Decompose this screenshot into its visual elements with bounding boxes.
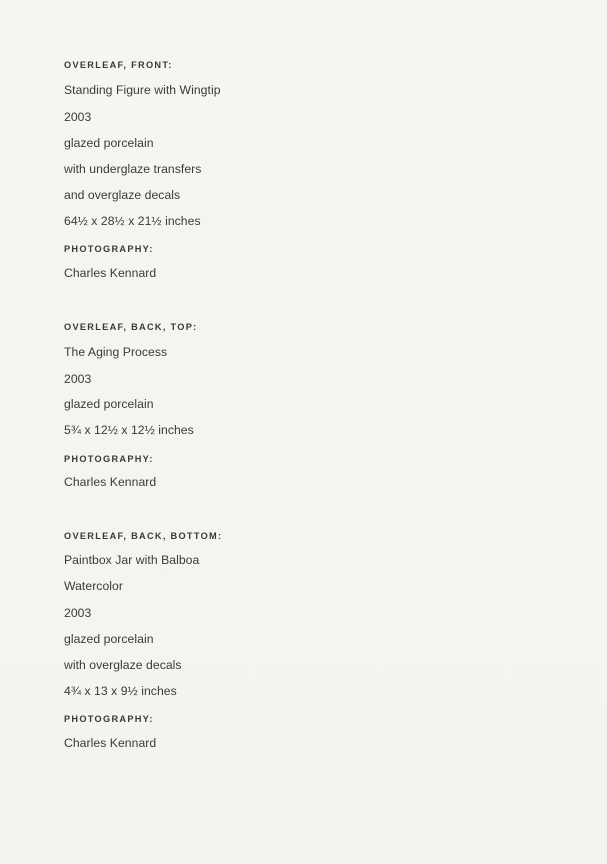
section-heading: OVERLEAF, BACK, BOTTOM: (64, 531, 223, 541)
photographer-name: Charles Kennard (64, 266, 157, 280)
artwork-dimensions: 4¾ x 13 x 9½ inches (64, 684, 177, 698)
artwork-material: glazed porcelain (64, 632, 154, 646)
artwork-year: 2003 (64, 110, 92, 124)
artwork-year: 2003 (64, 606, 92, 620)
artwork-detail: with underglaze transfers (64, 162, 202, 176)
photographer-name: Charles Kennard (64, 736, 157, 750)
photography-label: PHOTOGRAPHY: (64, 714, 154, 724)
paper-speck (231, 854, 232, 855)
section-heading: OVERLEAF, BACK, TOP: (64, 322, 198, 332)
artwork-dimensions: 64½ x 28½ x 21½ inches (64, 214, 201, 228)
artwork-detail: with overglaze decals (64, 658, 182, 672)
artwork-dimensions: 5¾ x 12½ x 12½ inches (64, 423, 194, 437)
paper-speck (570, 682, 571, 683)
artwork-title: Paintbox Jar with Balboa (64, 553, 200, 567)
section-heading: OVERLEAF, FRONT: (64, 60, 173, 70)
artwork-title-continued: Watercolor (64, 579, 123, 593)
photographer-name: Charles Kennard (64, 475, 157, 489)
artwork-material: glazed porcelain (64, 397, 154, 411)
artwork-year: 2003 (64, 372, 92, 386)
paper-speck (164, 575, 165, 576)
artwork-title: The Aging Process (64, 345, 168, 359)
photography-label: PHOTOGRAPHY: (64, 244, 154, 254)
artwork-title: Standing Figure with Wingtip (64, 83, 221, 97)
photography-label: PHOTOGRAPHY: (64, 454, 154, 464)
artwork-material: glazed porcelain (64, 136, 154, 150)
paper-speck (451, 140, 452, 141)
artwork-detail: and overglaze decals (64, 188, 181, 202)
